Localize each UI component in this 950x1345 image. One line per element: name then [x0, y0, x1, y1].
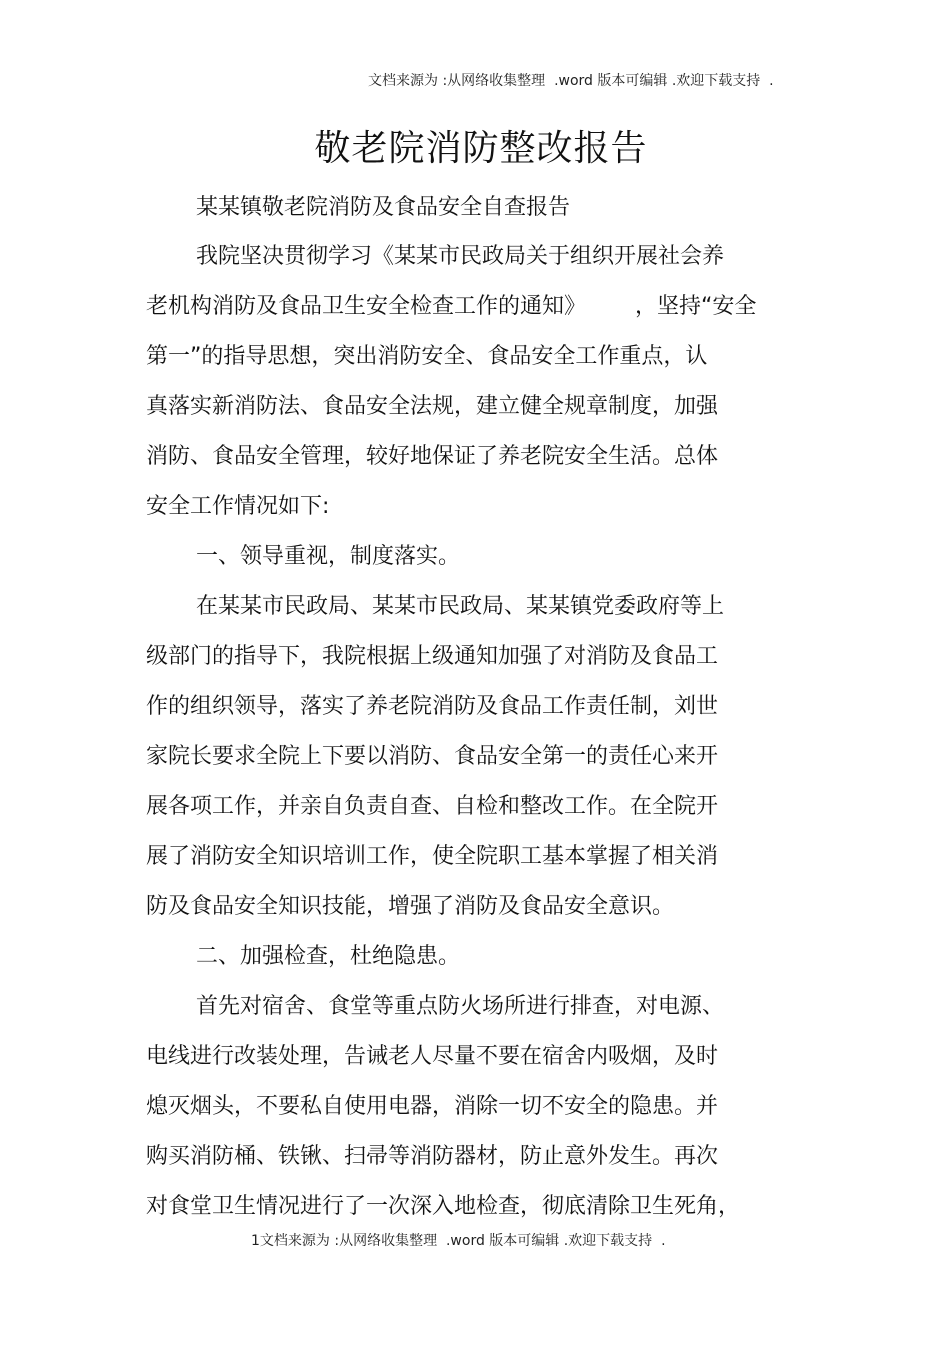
- body-line: 在某某市民政局、某某市民政局、某某镇党委政府等上: [196, 594, 725, 619]
- body-line: 熄灭烟头，不要私自使用电器，消除一切不安全的隐患。并: [146, 1094, 719, 1119]
- body-line: 我院坚决贯彻学习《某某市民政局关于组织开展社会养: [196, 244, 725, 269]
- body-line: 老机构消防及食品卫生安全检查工作的通知》 ，坚持“安全: [146, 294, 757, 319]
- page-footer-note: 1文档来源为 :从网络收集整理 .word 版本可编辑 .欢迎下载支持 .: [251, 1233, 666, 1249]
- body-line: 首先对宿舍、食堂等重点防火场所进行排查，对电源、: [196, 994, 725, 1019]
- body-line: 购买消防桶、铁锹、扫帚等消防器材，防止意外发生。再次: [146, 1144, 719, 1169]
- subtitle-line: 某某镇敬老院消防及食品安全自查报告: [196, 195, 571, 220]
- body-line: 展了消防安全知识培训工作，使全院职工基本掌握了相关消: [146, 844, 719, 869]
- section-heading: 二、加强检查，杜绝隐患。: [196, 944, 461, 969]
- body-line: 防及食品安全知识技能，增强了消防及食品安全意识。: [146, 894, 675, 919]
- body-line: 安全工作情况如下:: [146, 494, 330, 519]
- page-header-note: 文档来源为 :从网络收集整理 .word 版本可编辑 .欢迎下载支持 .: [368, 73, 774, 89]
- document-title: 敬老院消防整改报告: [314, 128, 648, 169]
- body-line: 级部门的指导下，我院根据上级通知加强了对消防及食品工: [146, 644, 719, 669]
- body-line: 对食堂卫生情况进行了一次深入地检查，彻底清除卫生死角，: [146, 1194, 741, 1219]
- body-line: 家院长要求全院上下要以消防、食品安全第一的责任心来开: [146, 744, 719, 769]
- section-heading: 一、领导重视，制度落实。: [196, 544, 461, 569]
- body-line: 作的组织领导，落实了养老院消防及食品工作责任制，刘世: [146, 694, 719, 719]
- body-line: 展各项工作，并亲自负责自查、自检和整改工作。在全院开: [146, 794, 719, 819]
- body-line: 消防、食品安全管理，较好地保证了养老院安全生活。总体: [146, 444, 719, 469]
- body-line: 第一”的指导思想，突出消防安全、食品安全工作重点，认: [146, 344, 708, 369]
- body-line: 真落实新消防法、食品安全法规，建立健全规章制度，加强: [146, 394, 719, 419]
- body-line: 电线进行改装处理，告诫老人尽量不要在宿舍内吸烟，及时: [146, 1044, 719, 1069]
